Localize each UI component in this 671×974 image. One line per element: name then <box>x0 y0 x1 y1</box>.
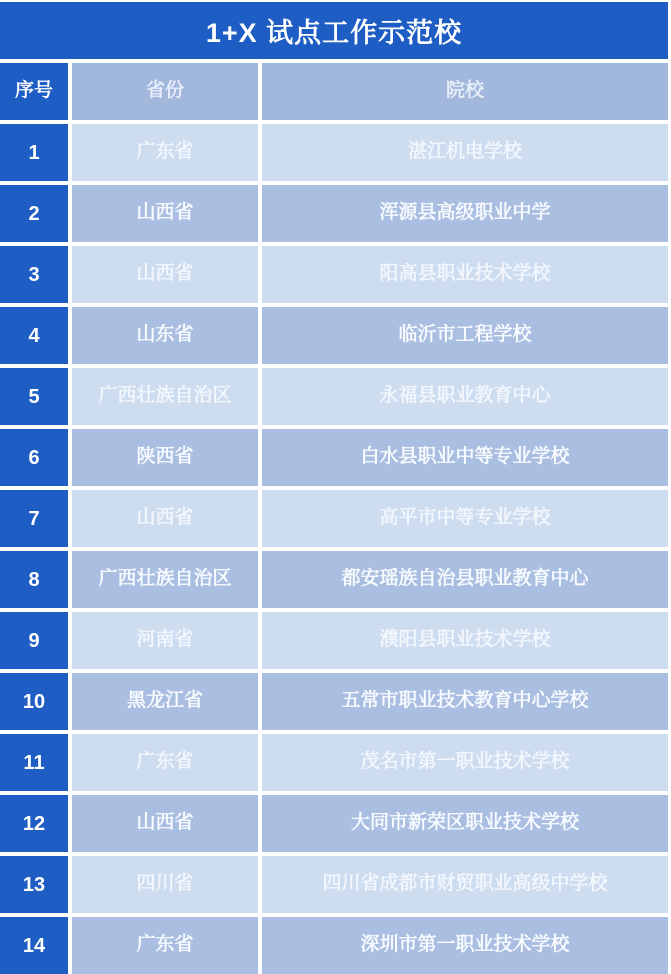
column-header-school: 院校 <box>262 63 668 120</box>
row-index-cell: 6 <box>0 429 68 486</box>
row-index-cell: 8 <box>0 551 68 608</box>
row-province-cell: 四川省 <box>72 856 258 913</box>
schools-table <box>0 63 668 974</box>
row-index-cell: 5 <box>0 368 68 425</box>
row-school-cell: 湛江机电学校 <box>262 124 668 181</box>
row-index-cell: 7 <box>0 490 68 547</box>
row-school-cell: 白水县职业中等专业学校 <box>262 429 668 486</box>
row-province-cell: 河南省 <box>72 612 258 669</box>
row-index-cell: 14 <box>0 917 68 974</box>
row-province-cell: 山西省 <box>72 185 258 242</box>
row-school-cell: 大同市新荣区职业技术学校 <box>262 795 668 852</box>
column-header-province: 省份 <box>72 63 258 120</box>
column-header-index: 序号 <box>0 63 68 120</box>
row-school-cell: 茂名市第一职业技术学校 <box>262 734 668 791</box>
row-school-cell: 浑源县高级职业中学 <box>262 185 668 242</box>
row-school-cell: 阳高县职业技术学校 <box>262 246 668 303</box>
row-school-cell: 高平市中等专业学校 <box>262 490 668 547</box>
row-index-cell: 11 <box>0 734 68 791</box>
row-province-cell: 广西壮族自治区 <box>72 368 258 425</box>
row-school-cell: 濮阳县职业技术学校 <box>262 612 668 669</box>
row-school-cell: 永福县职业教育中心 <box>262 368 668 425</box>
row-index-cell: 10 <box>0 673 68 730</box>
row-province-cell: 广东省 <box>72 917 258 974</box>
row-school-cell: 四川省成都市财贸职业高级中学校 <box>262 856 668 913</box>
row-province-cell: 山西省 <box>72 490 258 547</box>
row-province-cell: 黑龙江省 <box>72 673 258 730</box>
row-school-cell: 都安瑶族自治县职业教育中心 <box>262 551 668 608</box>
row-province-cell: 山西省 <box>72 246 258 303</box>
row-index-cell: 13 <box>0 856 68 913</box>
row-index-cell: 9 <box>0 612 68 669</box>
table-title: 1+X 试点工作示范校 <box>0 2 668 59</box>
row-index-cell: 3 <box>0 246 68 303</box>
row-province-cell: 山东省 <box>72 307 258 364</box>
row-index-cell: 12 <box>0 795 68 852</box>
row-index-cell: 2 <box>0 185 68 242</box>
row-index-cell: 1 <box>0 124 68 181</box>
row-index-cell: 4 <box>0 307 68 364</box>
row-school-cell: 深圳市第一职业技术学校 <box>262 917 668 974</box>
row-province-cell: 广东省 <box>72 124 258 181</box>
row-province-cell: 广东省 <box>72 734 258 791</box>
row-school-cell: 临沂市工程学校 <box>262 307 668 364</box>
row-school-cell: 五常市职业技术教育中心学校 <box>262 673 668 730</box>
row-province-cell: 山西省 <box>72 795 258 852</box>
row-province-cell: 陕西省 <box>72 429 258 486</box>
row-province-cell: 广西壮族自治区 <box>72 551 258 608</box>
